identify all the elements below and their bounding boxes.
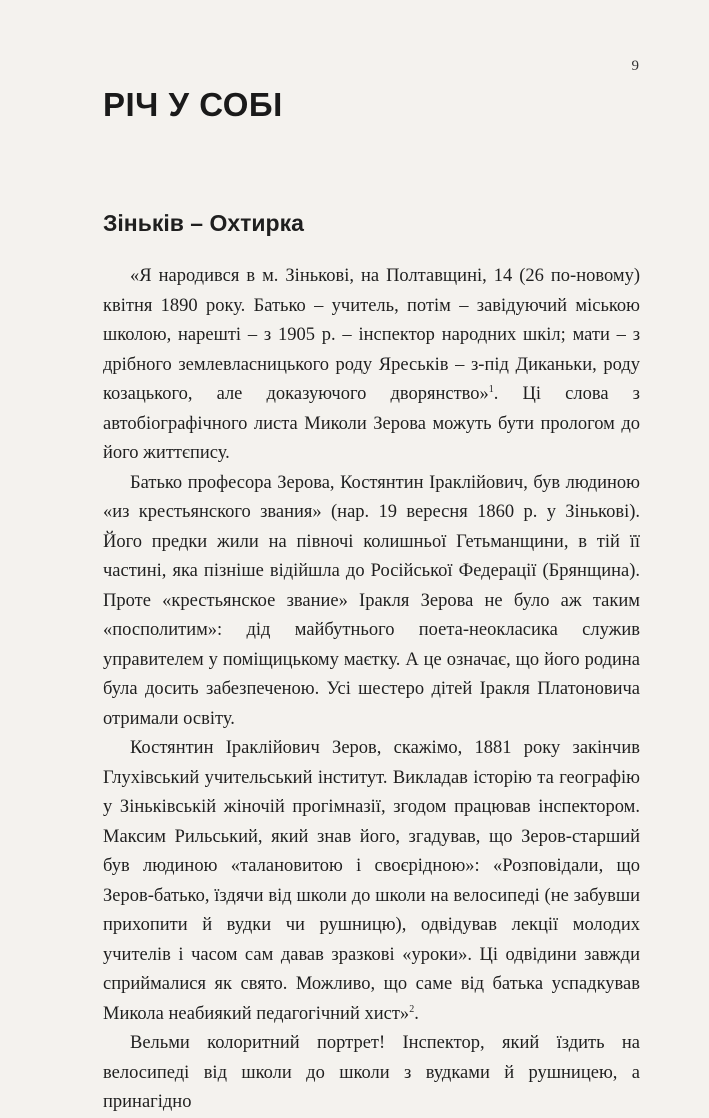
section-title: Зіньків – Охтирка: [103, 210, 304, 236]
paragraph-4: [103, 1029, 640, 1118]
paragraph-3: [103, 734, 640, 1029]
chapter-title: РІЧ У СОБІ: [103, 86, 283, 123]
footnote-marker: 1: [488, 383, 494, 395]
paragraph-text: Батько професора Зерова, Костянтин Іраклійович, був людиною «из крестьянского звания» (нар. 19 вересня 1860 р. у Зінькові). Його предки жили на півночі колишньої Гетьманщини, в тій її частині, яка пізніше відійшла до Російської Федерації (Брянщина). Проте «крестьянское звание» Іракля Зерова не було аж таким «посполитим»: дід майбутнього поета-неокласика служив управителем у поміщицькому маєтку. А це означає, що його родина була досить забезпеченою. Усі шестеро дітей Іракля Платоновича отримали освіту.: [103, 472, 640, 729]
page-number: 9: [631, 58, 639, 74]
paragraph-text: Костянтин Іраклійович Зеров, скажімо, 1881 року закінчив Глухівський учительський інститут. Викладав історію та географію у Зіньківській жіночій прогімназії, згодом працював інспектором. Максим Рильський, який знав його, згадував, що Зеров-старший був людиною «талановитою і своєрідною»: «Розповідали, що Зеров-батько, їздячи від школи до школи на велосипеді (не забувши прихопити й вудки чи рушницю), одвідував лекції молодих учителів і часом сам давав зразкові «уроки». Ці одвідини завжди сприймалися як свято. Можливо, що саме від батька успадкував Микола неабиякий педагогічний хист»: [103, 738, 640, 1024]
footnote-marker: 2: [409, 1003, 415, 1015]
body-text: [103, 262, 640, 1118]
paragraph-text-after: . Ці слова з автобіографічного листа Миколи Зерова можуть бути прологом до його життєпису.: [103, 384, 640, 463]
paragraph-text: Вельми колоритний портрет! Інспектор, який їздить на велосипеді від школи до школи з вудками й рушницею, а принагідно: [103, 1033, 640, 1112]
paragraph-2: [103, 469, 640, 735]
paragraph-text-after: .: [414, 1003, 419, 1024]
paragraph-text: «Я народився в м. Зінькові, на Полтавщині, 14 (26 по-новому) квітня 1890 року. Батько – учитель, потім – завідуючий міською школою, нарешті – з 1905 р. – інспектор народних шкіл; мати – з дрібного землевласницького роду Яреськів – з-під Диканьки, роду козацького, але доказуючого дворянство»: [103, 266, 640, 404]
paragraph-1: [103, 262, 640, 469]
